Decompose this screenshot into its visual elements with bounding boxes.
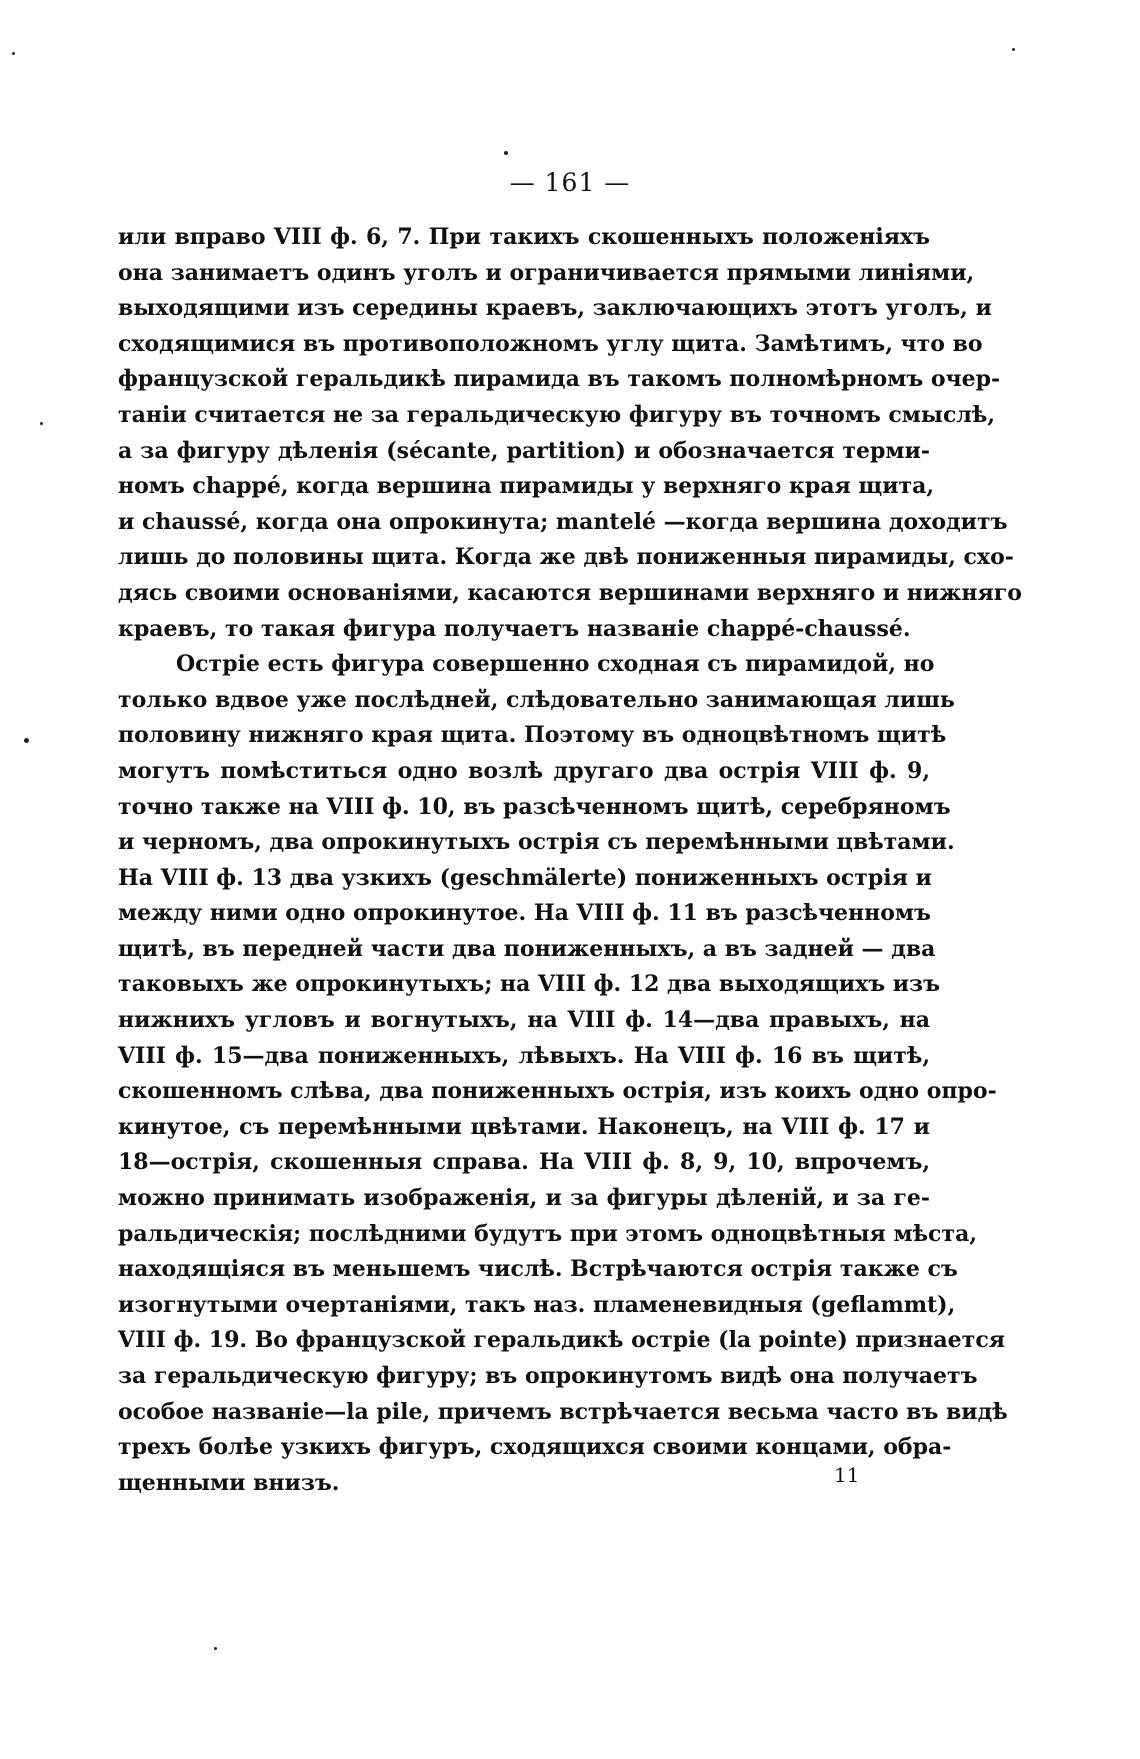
- scan-speck: [214, 1647, 217, 1650]
- text-line: кинутое, съ перемѣнными цвѣтами. Наконецъ, на VIII ф. 17 и: [118, 1113, 930, 1140]
- text-line: а за фигуру дѣленія (sécante, partition) и обозначается терми-: [118, 437, 930, 464]
- text-line: и chaussé, когда она опрокинута; mantelé —когда вершина доходитъ: [118, 508, 1008, 535]
- text-line: или вправо VIII ф. 6, 7. При такихъ скошенныхъ положеніяхъ: [118, 224, 930, 250]
- text-line: можно принимать изображенія, и за фигуры дѣленій, и за ге-: [118, 1185, 930, 1212]
- text-line: и черномъ, два опрокинутыхъ острія съ перемѣнными цвѣтами.: [118, 829, 955, 856]
- text-line: VIII ф. 19. Во французской геральдикѣ остріе (la pointe) признается: [118, 1327, 1005, 1354]
- text-line: между ними одно опрокинутое. На VIII ф. 11 въ разсѣченномъ: [118, 900, 931, 927]
- page-number: — 161 —: [509, 168, 631, 197]
- text-line: половину нижняго края щита. Поэтому въ одноцвѣтномъ щитѣ: [118, 722, 947, 749]
- text-line: щитѣ, въ передней части два пониженныхъ, а въ задней — два: [118, 935, 936, 962]
- text-line: таковыхъ же опрокинутыхъ; на VIII ф. 12 два выходящихъ изъ: [118, 971, 940, 998]
- text-line: дясь своими основаніями, касаются вершинами верхняго и нижняго: [118, 579, 1022, 606]
- text-line: французской геральдикѣ пирамида въ такомъ полномѣрномъ очер-: [118, 366, 1001, 393]
- text-line: краевъ, то такая фигура получаетъ названіе chappé-chaussé.: [118, 615, 911, 642]
- text-line: щенными внизъ.: [118, 1469, 340, 1496]
- text-line: точно также на VIII ф. 10, въ разсѣченномъ щитѣ, серебряномъ: [118, 793, 951, 820]
- text-line: только вдвое уже послѣдней, слѣдовательно занимающая лишь: [118, 686, 955, 713]
- text-line: скошенномъ слѣва, два пониженныхъ острія, изъ коихъ одно опро-: [118, 1078, 997, 1105]
- body-text: [118, 220, 1022, 1501]
- text-line: лишь до половины щита. Когда же двѣ пониженныя пирамиды, схо-: [118, 544, 1014, 571]
- signature-mark: 11: [834, 1463, 860, 1487]
- text-line: таніи считается не за геральдическую фигуру въ точномъ смыслѣ,: [118, 401, 995, 428]
- scan-speck: [504, 151, 508, 155]
- text-line: На VIII ф. 13 два узкихъ (geschmälerte) пониженныхъ острія и: [118, 864, 932, 891]
- text-line: изогнутыми очертаніями, такъ наз. пламеневидныя (geflammt),: [118, 1291, 956, 1318]
- text-line: находящіяся въ меньшемъ числѣ. Встрѣчаются острія также съ: [118, 1256, 958, 1283]
- text-line: трехъ болѣе узкихъ фигуръ, сходящихся своими концами, обра-: [118, 1434, 952, 1461]
- text-line: она занимаетъ одинъ уголъ и ограничивается прямыми линіями,: [118, 259, 975, 286]
- text-line: за геральдическую фигуру; въ опрокинутомъ видѣ она получаетъ: [118, 1363, 978, 1389]
- text-line: особое названіе—la pile, причемъ встрѣчается весьма часто въ видѣ: [118, 1398, 1008, 1425]
- text-line: VIII ф. 15—два пониженныхъ, лѣвыхъ. На VIII ф. 16 въ щитѣ,: [118, 1042, 930, 1069]
- scan-speck: [1012, 48, 1015, 51]
- text-line: выходящими изъ середины краевъ, заключающихъ этотъ уголъ, и: [118, 295, 992, 322]
- text-line: Остріе есть фигура совершенно сходная съ пирамидой, но: [176, 651, 935, 678]
- text-line: 18—острія, скошенныя справа. На VIII ф. 8, 9, 10, впрочемъ,: [118, 1149, 930, 1176]
- scan-speck: [12, 52, 15, 55]
- text-line: нижнихъ угловъ и вогнутыхъ, на VIII ф. 14—два правыхъ, на: [118, 1007, 930, 1034]
- text-line: ральдическія; послѣдними будутъ при этомъ одноцвѣтныя мѣста,: [118, 1220, 977, 1247]
- text-line: сходящимися въ противоположномъ углу щита. Замѣтимъ, что во: [118, 330, 983, 357]
- scan-speck: [40, 422, 43, 425]
- text-line: могутъ помѣститься одно возлѣ другаго два острія VIII ф. 9,: [118, 757, 930, 784]
- text-line: номъ chappé, когда вершина пирамиды у верхняго края щита,: [118, 473, 935, 500]
- scan-speck: [24, 738, 29, 743]
